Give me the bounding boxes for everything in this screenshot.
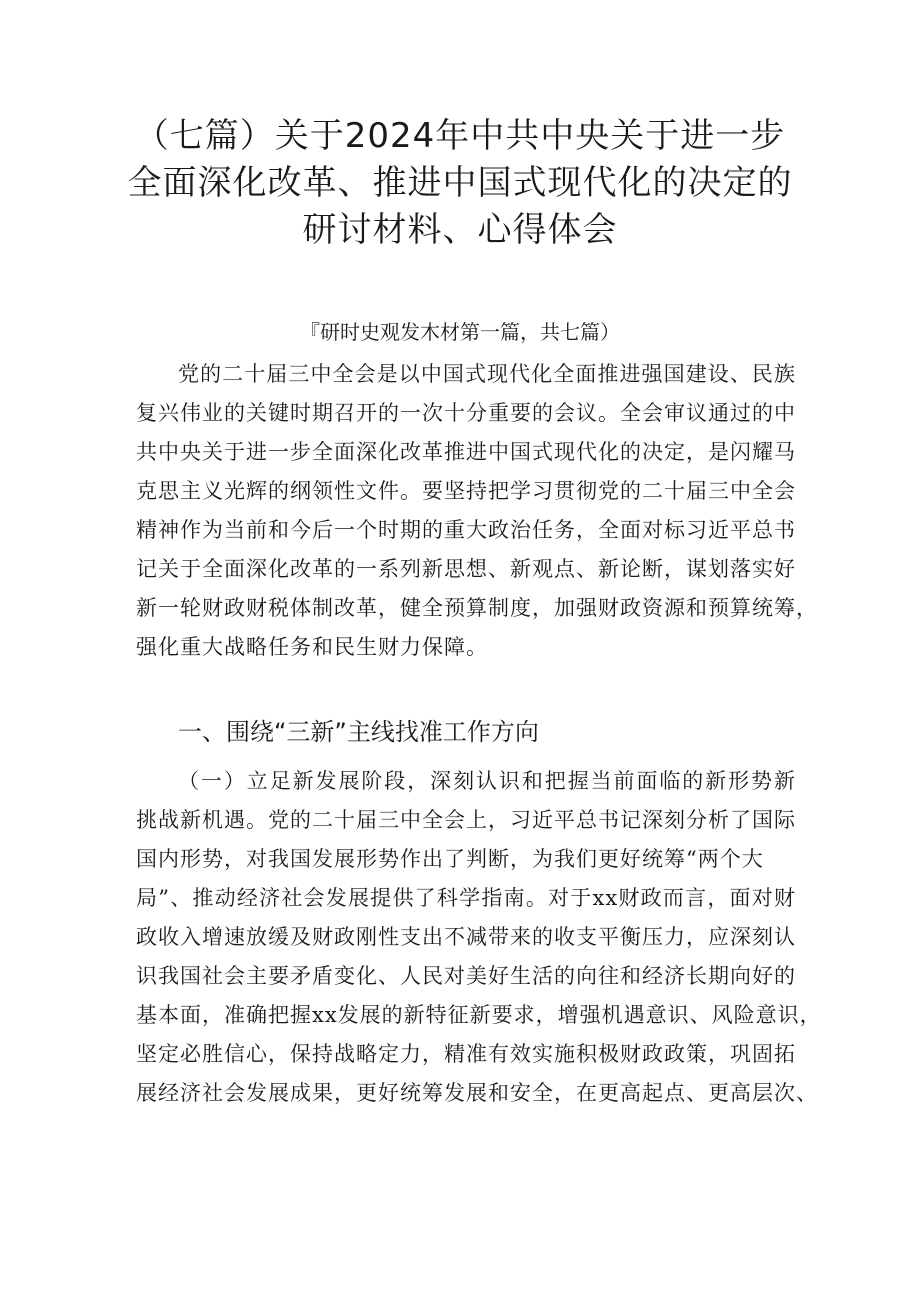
paragraph-line: 政收入增速放缓及财政刚性支出不减带来的收支平衡压力，应深刻认 xyxy=(136,925,796,949)
paragraph-line: 记关于全面深化改革的一系列新思想、新观点、新论断，谋划落实好 xyxy=(136,557,796,581)
paragraph-line: （一）立足新发展阶段，深刻认识和把握当前面临的新形势新 xyxy=(178,769,796,793)
title-line: 研讨材料、心得体会 xyxy=(302,210,618,250)
paragraph-line: 挑战新机遇。党的二十届三中全会上，习近平总书记深刻分析了国际 xyxy=(136,808,796,832)
paragraph-line: 克思主义光辉的纲领性文件。要坚持把学习贯彻党的二十届三中全会 xyxy=(136,479,796,503)
document-title xyxy=(100,113,820,254)
document-subtitle: 『研时史观发木材第一篇，共七篇） xyxy=(300,320,620,344)
section-paragraph xyxy=(136,762,822,1113)
paragraph-line: 坚定必胜信心，保持战略定力，精准有效实施积极财政政策，巩固拓 xyxy=(136,1042,796,1066)
paragraph-line: 基本面，准确把握xx发展的新特征新要求，增强机遇意识、风险意识， xyxy=(136,1003,822,1027)
paragraph-line: 展经济社会发展成果，更好统筹发展和安全，在更高起点、更高层次、 xyxy=(136,1081,818,1105)
intro-paragraph xyxy=(136,355,818,667)
paragraph-line: 精神作为当前和今后一个时期的重大政治任务，全面对标习近平总书 xyxy=(136,518,796,542)
paragraph-line: 识我国社会主要矛盾变化、人民对美好生活的向往和经济长期向好的 xyxy=(136,964,796,988)
paragraph-line: 党的二十届三中全会是以中国式现代化全面推进强国建设、民族 xyxy=(178,362,796,386)
paragraph-line: 国内形势，对我国发展形势作出了判断，为我们更好统筹“两个大 xyxy=(136,847,764,871)
paragraph-line: 共中央关于进一步全面深化改革推进中国式现代化的决定，是闪耀马 xyxy=(136,440,796,464)
paragraph-line: 复兴伟业的关键时期召开的一次十分重要的会议。全会审议通过的中 xyxy=(136,401,796,425)
section-heading: 一、围绕“三新”主线找准工作方向 xyxy=(178,718,539,746)
paragraph-line: 强化重大战略任务和民生财力保障。 xyxy=(136,635,488,659)
title-line: （七篇）关于2024年中共中央关于进一步 xyxy=(134,116,786,156)
paragraph-line: 局”、推动经济社会发展提供了科学指南。对于xx财政而言，面对财 xyxy=(136,886,796,910)
paragraph-line: 新一轮财政财税体制改革，健全预算制度，加强财政资源和预算统筹， xyxy=(136,596,818,620)
title-line: 全面深化改革、推进中国式现代化的决定的 xyxy=(127,163,793,203)
